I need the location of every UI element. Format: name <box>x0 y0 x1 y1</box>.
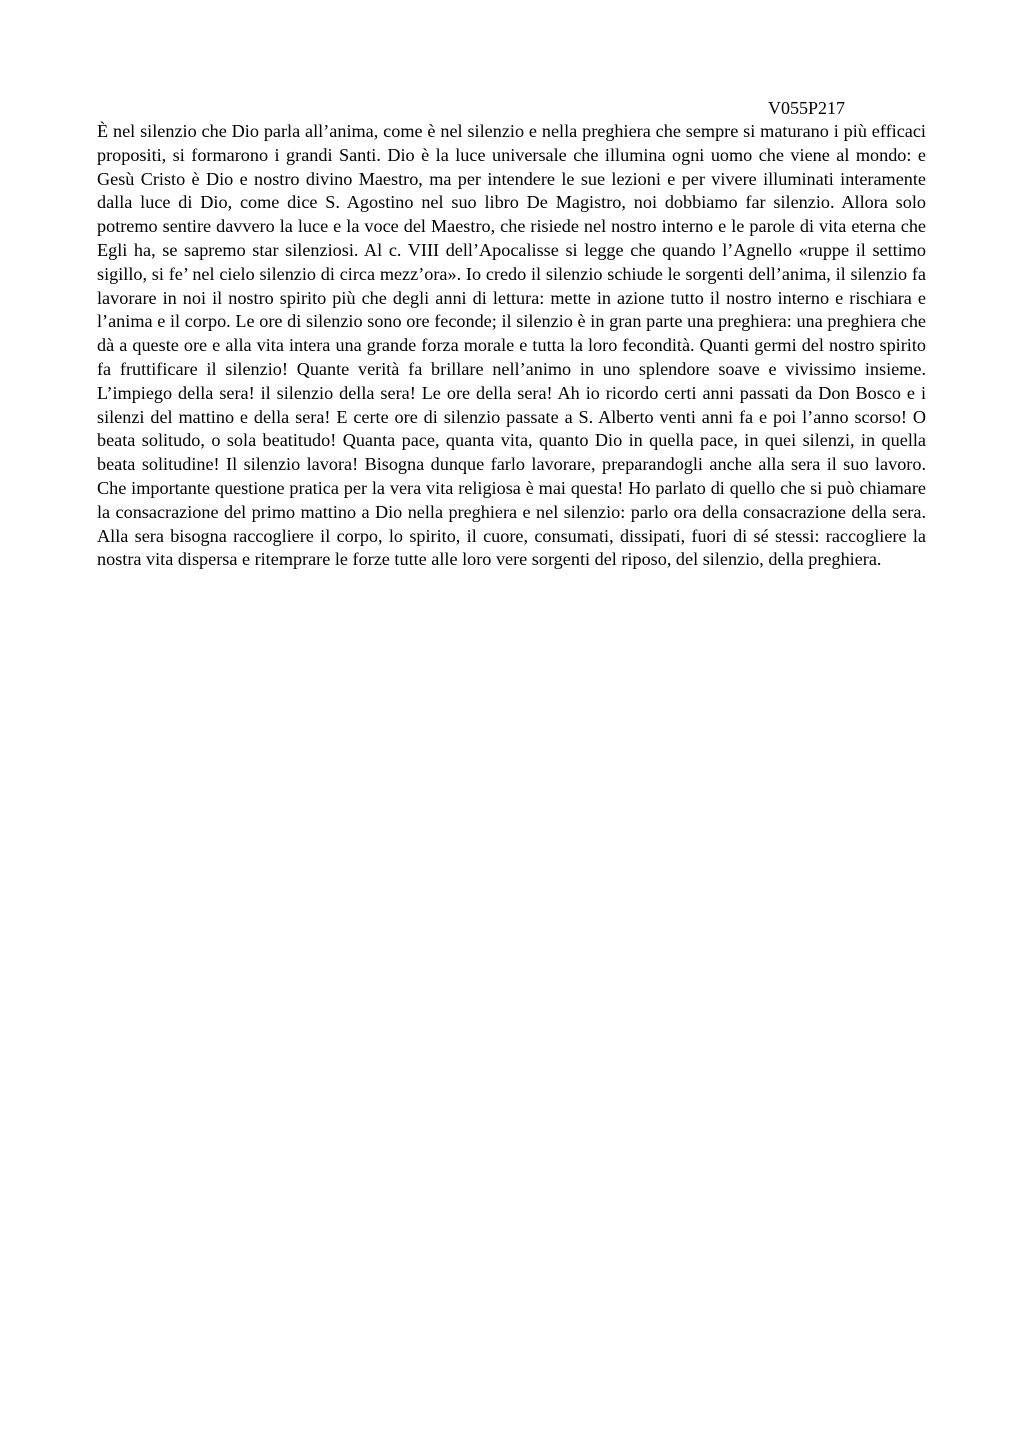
page-identifier: V055P217 <box>768 98 846 118</box>
body-paragraph: È nel silenzio che Dio parla all’anima, come è nel silenzio e nella preghiera che sempre si maturano i più efficaci propositi, si formarono i grandi Santi. Dio è la luce universale che illumina ogni uomo che viene al mondo: e Gesù Cristo è Dio e nostro divino Maestro, ma per intendere le sue lezioni e per vivere illuminati interamente dalla luce di Dio, come dice S. Agostino nel suo libro De Magistro, noi dobbiamo far silenzio. Allora solo potremo sentire davvero la luce e la voce del Maestro, che risiede nel nostro interno e le parole di vita eterna che Egli ha, se sapremo star silenziosi. Al c. VIII dell’Apocalisse si legge che quando l’Agnello «ruppe il settimo sigillo, si fe’ nel cielo silenzio di circa mezz’ora». Io credo il silenzio schiude le sorgenti dell’anima, il silenzio fa lavorare in noi il nostro spirito più che degli anni di lettura: mette in azione tutto il nostro interno e rischiara e l’anima e il corpo. Le ore di silenzio sono ore feconde; il silenzio è in gran parte una preghiera: una preghiera che dà a queste ore e alla vita intera una grande forza morale e tutta la loro fecondità. Quanti germi del nostro spirito fa fruttificare il silenzio! Quante verità fa brillare nell’animo in uno splendore soave e vivissimo insieme. L’impiego della sera! il silenzio della sera! Le ore della sera! Ah io ricordo certi anni passati da Don Bosco e i silenzi del mattino e della sera! E certe ore di silenzio passate a S. Alberto venti anni fa e poi l’anno scorso! O beata solitudo, o sola beatitudo! Quanta pace, quanta vita, quanto Dio in quella pace, in quei silenzi, in quella beata solitudine! Il silenzio lavora! Bisogna dunque farlo lavorare, preparandogli anche alla sera il suo lavoro. Che importante questione pratica per la vera vita religiosa è mai questa! Ho parlato di quello che si può chiamare la consacrazione del primo mattino a Dio nella preghiera e nel silenzio: parlo ora della consacrazione della sera. Alla sera bisogna raccogliere il corpo, lo spirito, il cuore, consumati, dissipati, fuori di sé stessi: raccogliere la nostra vita dispersa e ritemprare le forze tutte alle loro vere sorgenti del riposo, del silenzio, della preghiera. <box>97 121 926 570</box>
